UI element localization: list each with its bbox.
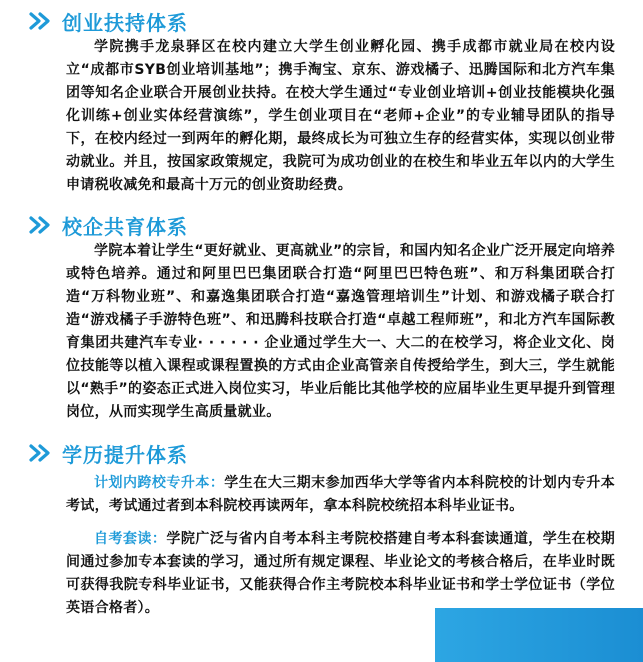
section-title: 校企共育体系 — [62, 214, 188, 239]
degree-item-label: 计划内跨校专升本： — [94, 475, 225, 491]
double-arrow-icon — [28, 442, 54, 464]
section-heading — [0, 6, 643, 36]
section-title: 学历提升体系 — [62, 442, 188, 467]
degree-item-upgrade — [66, 472, 615, 518]
section-degree-upgrade — [0, 438, 643, 620]
corner-decoration — [435, 608, 643, 662]
double-arrow-icon — [28, 10, 54, 32]
section-paragraph: 学院携手龙泉驿区在校内建立大学生创业孵化园、携手成都市就业局在校内设立“成都市SYB创业培训基地”；携手淘宝、京东、游戏橘子、迅腾国际和北方汽车集团等知名企业联合开展创业扶持。在校大学生通过“专业创业培训+创业技能模块化强化训练+创业实体经营演练”，学生创业项目在“老师+企业”的专业辅导团队的指导下，在校内经过一到两年的孵化期，最终成长为可独立生存的经营实体，实现以创业带动就业。并且，按国家政策规定，我院可为成功创业的在校生和毕业五年以内的大学生申请税收减免和最高十万元的创业资助经费。 — [66, 39, 615, 193]
degree-item-label: 自考套读： — [94, 531, 167, 547]
double-arrow-icon — [28, 214, 54, 236]
degree-item-self-study — [66, 528, 615, 620]
section-heading — [0, 438, 643, 468]
degree-item-text: 学生在大三期末参加西华大学等省内本科院校的计划内专升本考试，考试通过者到本科院校再读两年，拿本科院校统招本科毕业证书。 — [66, 475, 615, 514]
degree-item-text: 学院广泛与省内自考本科主考院校搭建自考本科套读通道，学生在校期间通过参加专本套读的学习，通过所有规定课程、毕业论文的考核合格后，在毕业时既可获得我院专科毕业证书，又能获得合作主考院校本科毕业证书和学士学位证书（学位英语合格者）。 — [66, 531, 615, 616]
section-heading — [0, 210, 643, 240]
section-title: 创业扶持体系 — [62, 10, 188, 35]
section-school-enterprise — [0, 210, 643, 424]
section-paragraph: 学院本着让学生“更好就业、更高就业”的宗旨，和国内知名企业广泛开展定向培养或特色培养。通过和阿里巴巴集团联合打造“阿里巴巴特色班”、和万科集团联合打造“万科物业班”、和嘉逸集团联合打造“嘉逸管理培训生”计划、和游戏橘子联合打造“游戏橘子手游特色班”、和迅腾科技联合打造“卓越工程师班”，和北方汽车国际教育集团共建汽车专业· · · · · · 企业通过学生大一、大二的在校学习，将企业文化、岗位技能等以植入课程或课程置换的方式由企业高管亲自传授给学生，到大三，学生就能以“熟手”的姿态正式进入岗位实习，毕业后能比其他学校的应届毕业生更早提升到管理岗位，从而实现学生高质量就业。 — [66, 243, 615, 420]
section-entrepreneurship-support — [0, 6, 643, 197]
